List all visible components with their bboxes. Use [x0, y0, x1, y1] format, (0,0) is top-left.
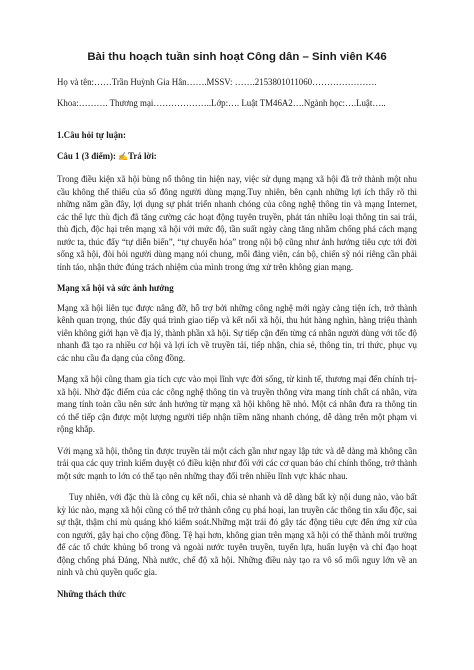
question-label: Câu 1 (3 điểm): [57, 150, 116, 161]
section-heading: 1.Câu hỏi tự luận: [57, 130, 126, 140]
paragraph-intro: Trong điều kiện xã hội bùng nổ thông tin hiện nay, việc sử dụng mạng xã hội đã trở thành một nhu cầu không thể thiếu của số đông người dùng mạng.Tuy nhiên, bên cạnh những lợi ích thấy rõ thì những năm gần đây, lợi dụng sự phát triển nhanh chóng của công nghệ thông tin và mạng Internet, các thế lực thù địch đã tăng cường các hoạt động tuyên truyền, phát tán nhiều loại thông tin sai trái, thù địch, độc hại trên mạng xã hội với mức độ, tần suất ngày càng tăng nhằm chống phá cách mạng nước ta, thúc đẩy “tự diễn biến”, “tự chuyển hóa” trong nội bộ cũng như ảnh hưởng tiêu cực tới đời sống xã hội, đòi hỏi người dùng mạng nói chung, mỗi đảng viên, cán bộ, chiến sỹ nói riêng cần phải tỉnh táo, nhận thức đúng trách nhiệm của mình trong ứng xử trên không gian mạng. [57, 174, 417, 272]
subheading-challenges: Những thách thức [57, 588, 126, 599]
question-line [57, 150, 417, 164]
subheading-social-media: Mạng xã hội và sức ảnh hưởng [57, 283, 174, 293]
document-title: Bài thu hoạch tuần sinh hoạt Công dân – Sinh viên K46 [87, 51, 387, 63]
answer-label: Trả lời: [128, 150, 157, 161]
student-name-line: Họ và tên:……Trần Huỳnh Gia Hân…….MSSV: …….2153801011060…………………. [57, 77, 377, 87]
paragraph-4: Với mạng xã hội, thông tin được truyền tải một cách gần như ngay lập tức và dễ dàng mà không cần trải qua các quy trình kiểm duyệt có điều kiện như đối với các cơ quan báo chí chính thống, trở thành một sức mạnh to lớn có thể tạo nên những thay đổi trên nhiều lĩnh vực khác nhau. [57, 445, 417, 481]
paragraph-2: Mạng xã hội liên tục được nâng đỡ, hỗ trợ bởi những công nghệ mới ngày càng tiện ích, trở thành kênh quan trọng, thúc đẩy quá trình giao tiếp và kết nối xã hội, thu hút hàng nghìn, hàng triệu thành viên không giới hạn về địa lý, thành phần xã hội. Sự tiếp cận đến từng cá nhân người dùng với tốc độ nhanh đã tạo ra nhiều cơ hội và lợi ích về truyền tải, tiếp nhận, chia sẻ, thông tin, tri thức, phục vụ các nhu cầu đa dạng của công đồng. [57, 302, 417, 363]
paragraph-3: Mạng xã hội cũng tham gia tích cực vào mọi lĩnh vực đời sống, từ kinh tế, thương mại đến chính trị-xã hội. Nhờ đặc điểm của các công nghệ thông tin và truyền thông vừa mang tính chất cá nhân, vừa mang tính toàn cầu nên sức ảnh hưởng từ mạng xã hội không hề nhỏ. Một cá nhân đưa ra thông tin có thể tiếp cận được một lượng người tiếp nhận tiềm năng nhanh chóng, dễ dàng trên một phạm vi rộng khắp. [57, 374, 417, 434]
paragraph-5: Tuy nhiên, với đặc thù là công cụ kết nối, chia sẻ nhanh và dễ dàng bất kỳ nội dung nào, vào bất kỳ lúc nào, mạng xã hội cũng có thể trở thành công cụ phá hoại, lan truyền các thông tin xấu độc, sai sự thật, thậm chí mù quáng khó kiểm soát.Những mặt trái đó gây tác động tiêu cực đến ứng xử của con người, gây hại cho cộng đồng. Tệ hại hơn, không gian trên mạng xã hội có thể thành môi trường để các tổ chức khủng bố trong và ngoài nước tuyên truyền, tuyển lựa, huấn luyện và chỉ đạo hoạt động chống phá Đảng, Nhà nước, chế độ xã hội. Những điều này tạo ra vô số mối nguy lớn về an ninh và chủ quyền quốc gia. [57, 492, 417, 577]
faculty-line: Khoa:………. Thương mại………………..Lớp:…. Luật TM46A2….Ngành học:….Luật….. [57, 97, 386, 108]
writing-hand-icon: ✍ [118, 151, 129, 161]
